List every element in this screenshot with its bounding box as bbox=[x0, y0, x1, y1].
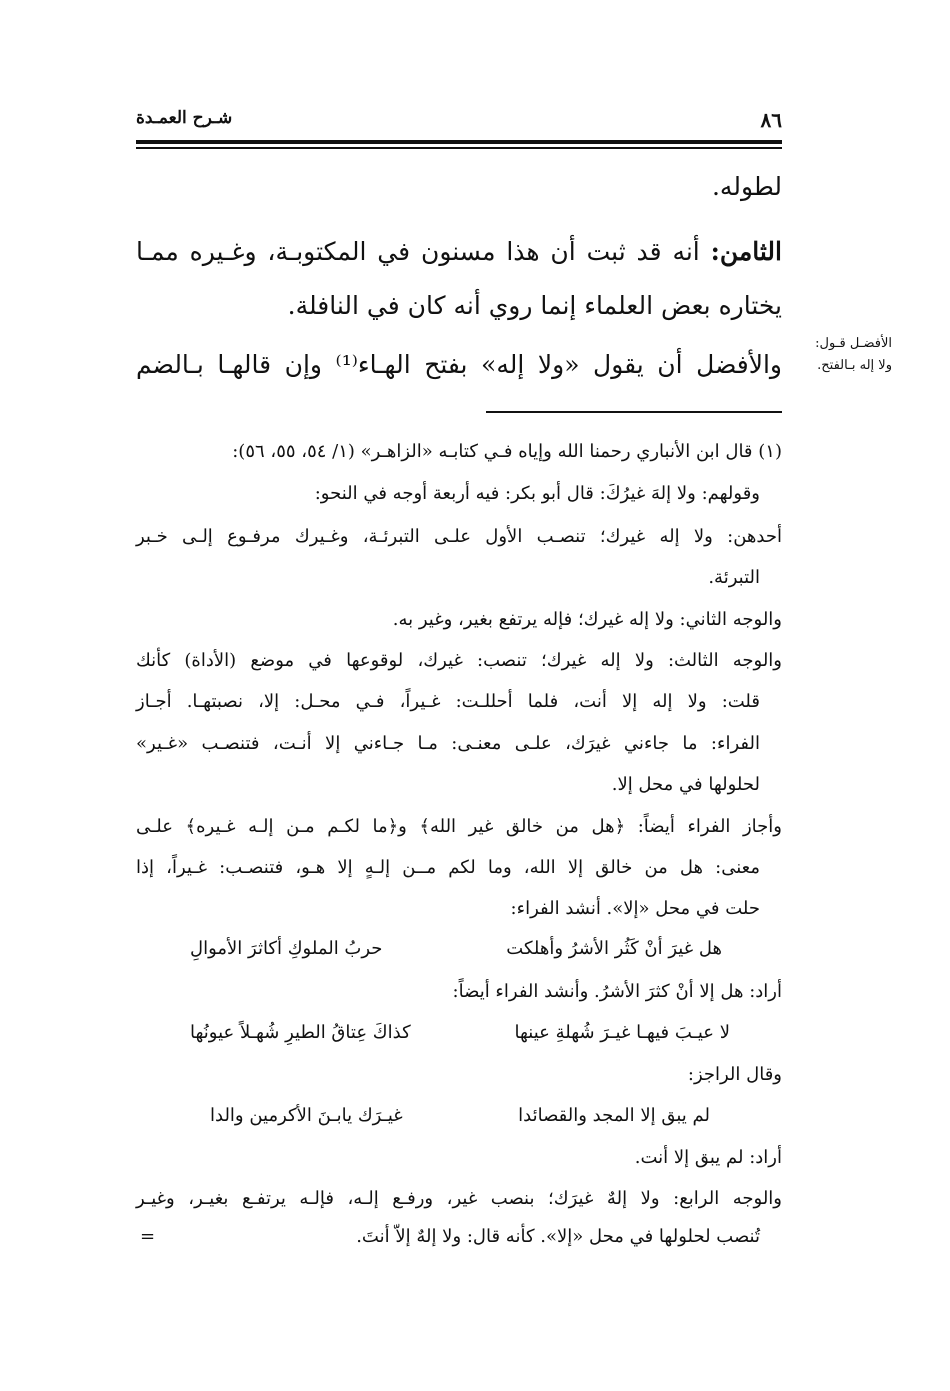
header-rule-thick bbox=[136, 140, 782, 144]
page-number: ٨٦ bbox=[760, 108, 782, 132]
footnote-line-13: أراد: هل إلا أنْ كثرَ الأشرُ. وأنشد الفراء أيضاً: bbox=[452, 981, 782, 1002]
footnote-line-7: قلت: ولا إله إلا أنت، فلما أحللـت: غـيراً، فـي محـل: إلا، نصبتهـا. أجـاز bbox=[136, 691, 760, 712]
running-title: شـرح العمـدة bbox=[136, 108, 233, 128]
footnote-line-6: والوجه الثالث: ولا إله غيرك؛ تنصب: غيرك، لوقوعها في موضع (الأداة) كأنك bbox=[136, 650, 782, 671]
footnote-line-3: أحدهن: ولا إله غيرك؛ تنصـب الأول علـى التبرئـة، وغـيرك مرفـوع إلـى خـبر bbox=[136, 526, 782, 547]
footnote-line-14: وقال الراجز: bbox=[687, 1064, 782, 1085]
footnote-line-15: أراد: لم يبق إلا أنت. bbox=[634, 1147, 782, 1168]
verse-2-second-hemistich: كذاكَ عِتاقُ الطيرِ شُهـلاً عيونُها bbox=[190, 1022, 411, 1043]
footnote-line-8: الفراء: ما جاءني غيرَك، علـى معنـى: مـا جـاءني إلا أنـت، فتنصـب «غـير» bbox=[136, 733, 760, 754]
continuation-mark: = bbox=[140, 1226, 156, 1247]
body-line-4: والأفضل أن يقول «ولا إله» بفتح الهـاء⁽¹⁾ وإن قالهـا بـالضم bbox=[136, 350, 783, 379]
margin-note bbox=[792, 333, 892, 377]
margin-note-line-2: ولا إله بـالفتح. bbox=[817, 358, 892, 373]
verse-3-second-hemistich: غيـرَك يابـنَ الأكرمين والدا bbox=[210, 1105, 403, 1126]
footnote-line-11: معنى: هل من خالق إلا الله، وما لكم مــن إلـهٍ إلا هـو، فتنصـب: غـيراً، إذا bbox=[136, 857, 760, 878]
verse-1-second-hemistich: حربُ الملوكِ أكاثرَ الأموالِ bbox=[190, 938, 383, 959]
footnote-line-9: لحلولها في محل إلا. bbox=[611, 774, 760, 795]
margin-note-line-1: الأفضـل قـول: bbox=[815, 336, 892, 351]
footnote-line-5: والوجه الثاني: ولا إله غيرك؛ فإله يرتفع بغير، وغير به. bbox=[392, 609, 782, 630]
verse-3-first-hemistich: لم يبق إلا المجد والقصائدا bbox=[518, 1105, 710, 1126]
body-line-3: يختاره بعض العلماء إنما روي أنه كان في النافلة. bbox=[287, 291, 782, 320]
footnote-line-17: تُنصب لحلولها في محل «إلا». كأنه قال: ولا إلهٌ إلاّ أنتَ. bbox=[356, 1226, 760, 1247]
body-line-2-text: أنه قد ثبت أن هذا مسنون في المكتوبـة، وغـيره ممـا bbox=[136, 237, 700, 266]
verse-1-first-hemistich: هل غيرَ أنْ كَثُر الأشرُ وأهلكت bbox=[506, 938, 722, 959]
footnote-line-12: حلت في محل «إلا». أنشد الفراء: bbox=[510, 898, 760, 919]
verse-2-first-hemistich: لا عيـبَ فيهـا غيـرَ شُهلةِ عينها bbox=[514, 1022, 730, 1043]
section-label-eighth: الثامن: bbox=[710, 237, 782, 266]
body-line-1: لطوله. bbox=[711, 172, 782, 201]
footnote-line-1: (١) قال ابن الأنباري رحمنا الله وإياه فـي كتابـه «الزاهـر» (١/ ٥٤، ٥٥، ٥٦): bbox=[232, 441, 782, 462]
footnote-line-2: وقولهم: ولا إلهَ غيرُكَ: قال أبو بكر: فيه أربعة أوجه في النحو: bbox=[314, 483, 760, 504]
header-rule-thin bbox=[136, 147, 782, 149]
footnote-divider bbox=[486, 411, 782, 413]
footnote-line-4: التبرئة. bbox=[708, 567, 760, 588]
page-header bbox=[136, 108, 782, 130]
footnote-line-16: والوجه الرابع: ولا إلهٌ غيرَك؛ بنصب غير، ورفـع إلـه، فإلـه يرتفـع بغيـر، وغيـر bbox=[136, 1188, 782, 1209]
body-line-2 bbox=[136, 232, 782, 272]
footnote-line-10: وأجاز الفراء أيضاً: ﴿هل من خالق غير الله﴾ و﴿ما لكـم مـن إلـه غـيره﴾ علـى bbox=[136, 816, 782, 837]
